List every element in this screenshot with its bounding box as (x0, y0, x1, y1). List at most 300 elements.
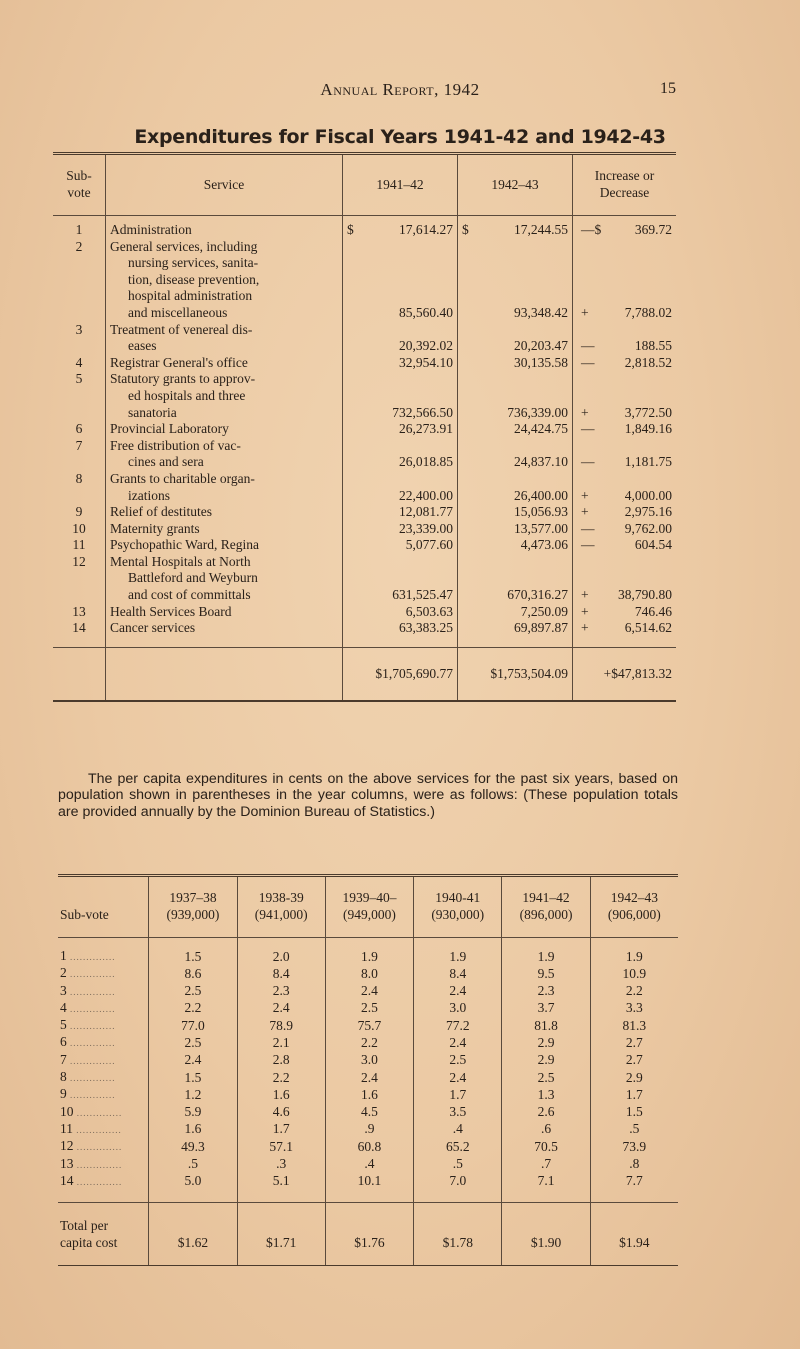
change-sign: + (581, 404, 589, 420)
service-line: Health Services Board (110, 603, 232, 619)
leader-dots: .............. (66, 969, 116, 980)
subvote-number: 11 (60, 1120, 73, 1136)
table-row (58, 965, 678, 982)
amount-1941-42-cell (343, 421, 458, 438)
amount-1941-42: 631,525.47 (392, 587, 453, 603)
per-capita-value: .7 (502, 1156, 590, 1173)
dollar-sign: $ (462, 222, 469, 237)
change-amount: 746.46 (634, 603, 672, 619)
per-capita-value: .5 (414, 1156, 502, 1173)
subvote-cell (58, 1086, 149, 1103)
per-capita-value: 49.3 (149, 1138, 237, 1155)
service-cell (106, 537, 343, 554)
change-sign: — (581, 338, 595, 354)
per-capita-value: 2.9 (502, 1034, 590, 1051)
change-sign: —$ (581, 222, 602, 237)
col-header-change-line1: Increase or (594, 168, 655, 183)
total-1941-42: $1,705,690.77 (343, 647, 458, 700)
amount-1942-43: 15,056.93 (514, 504, 568, 520)
col-header-year (590, 877, 678, 938)
table-row (58, 938, 678, 966)
service-line: Free distribution of vac- (110, 437, 241, 453)
amount-1942-43: 24,424.75 (514, 421, 568, 437)
service-cell (106, 355, 343, 372)
total-per-capita-value: $1.90 (502, 1203, 590, 1266)
service-line: nursing services, sanita- (128, 255, 259, 271)
amount-1941-42: 20,392.02 (399, 338, 453, 354)
amount-1942-43-cell (458, 471, 573, 504)
total-label-cell (58, 1203, 149, 1266)
per-capita-value: 73.9 (590, 1138, 678, 1155)
service-line: Mental Hospitals at North (110, 553, 251, 569)
amount-1941-42: 85,560.40 (399, 304, 453, 320)
change-cell (573, 504, 677, 521)
service-cell (106, 371, 343, 421)
amount-1942-43: 26,400.00 (514, 487, 568, 503)
amount-1941-42: 6,503.63 (405, 603, 453, 619)
table-row (53, 355, 676, 372)
per-capita-value: 8.4 (237, 965, 325, 982)
total-per-capita-value: $1.94 (590, 1203, 678, 1266)
table-row (53, 438, 676, 471)
change-sign: — (581, 537, 595, 553)
per-capita-value: 1.6 (237, 1086, 325, 1103)
population-label: (941,000) (254, 907, 308, 922)
subvote-cell: 1 (75, 222, 83, 237)
per-capita-value: 2.2 (149, 1000, 237, 1017)
service-cell (106, 322, 343, 355)
table-row (53, 504, 676, 521)
per-capita-value: 2.1 (237, 1034, 325, 1051)
per-capita-value: 5.9 (149, 1104, 237, 1121)
change-amount: 38,790.80 (618, 587, 672, 603)
subvote-cell (58, 1138, 149, 1155)
col-header-year (414, 877, 502, 938)
amount-1942-43-cell (458, 355, 573, 372)
per-capita-value: 5.0 (149, 1173, 237, 1203)
table-header-row (53, 155, 676, 216)
population-label: (949,000) (343, 907, 396, 922)
population-label: (906,000) (607, 907, 661, 922)
year-label: 1939–40– (342, 890, 397, 905)
amount-1942-43-cell (458, 421, 573, 438)
amount-1941-42: 32,954.10 (399, 354, 453, 370)
subvote-cell (58, 983, 149, 1000)
amount-1942-43-cell (458, 537, 573, 554)
table-row (53, 620, 676, 647)
change-cell (573, 216, 677, 239)
amount-1941-42: 26,273.91 (399, 421, 453, 437)
per-capita-value: 81.3 (590, 1017, 678, 1034)
population-label: (930,000) (431, 907, 485, 922)
leader-dots: .............. (66, 1055, 116, 1066)
service-line: ed hospitals and three (128, 387, 246, 403)
amount-1942-43: 17,244.55 (514, 222, 568, 237)
subvote-cell: 9 (75, 504, 83, 520)
change-sign: + (581, 304, 589, 320)
per-capita-value: 4.5 (325, 1104, 413, 1121)
change-sign: — (581, 421, 595, 437)
amount-1942-43-cell (458, 521, 573, 538)
table-row (58, 1138, 678, 1155)
per-capita-value: 2.7 (590, 1034, 678, 1051)
per-capita-value: 8.0 (325, 965, 413, 982)
table-row (53, 371, 676, 421)
subvote-cell (58, 1121, 149, 1138)
page-number: 15 (660, 80, 676, 97)
subvote-number: 8 (60, 1069, 67, 1085)
amount-1941-42-cell (343, 521, 458, 538)
per-capita-value: 2.0 (237, 938, 325, 966)
total-change: +$47,813.32 (573, 647, 677, 700)
per-capita-value: 2.4 (237, 1000, 325, 1017)
change-cell (573, 521, 677, 538)
subvote-cell: 2 (75, 238, 83, 254)
per-capita-value: .4 (325, 1156, 413, 1173)
service-cell (106, 216, 343, 239)
subvote-cell: 13 (72, 603, 86, 619)
per-capita-value: 4.6 (237, 1104, 325, 1121)
per-capita-value: .3 (237, 1156, 325, 1173)
per-capita-intro-paragraph (58, 771, 678, 820)
amount-1942-43-cell (458, 620, 573, 647)
per-capita-value: 2.5 (149, 1034, 237, 1051)
total-per-capita-value: $1.78 (414, 1203, 502, 1266)
dollar-sign: $ (347, 222, 354, 237)
subvote-number: 1 (60, 948, 67, 963)
per-capita-value: 1.6 (149, 1121, 237, 1138)
amount-1942-43-cell (458, 504, 573, 521)
service-cell (106, 471, 343, 504)
amount-1941-42-cell (343, 554, 458, 604)
expenditures-table (53, 152, 676, 702)
per-capita-value: 2.4 (325, 983, 413, 1000)
subvote-number: 3 (60, 982, 67, 998)
col-header-change-line2: Decrease (599, 185, 650, 200)
leader-dots: .............. (73, 1124, 122, 1135)
per-capita-value: 10.9 (590, 965, 678, 982)
change-sign: + (581, 587, 589, 603)
per-capita-value: .5 (590, 1121, 678, 1138)
per-capita-value: .9 (325, 1121, 413, 1138)
amount-1942-43-cell (458, 604, 573, 621)
per-capita-value: 2.9 (502, 1052, 590, 1069)
service-line: izations (128, 487, 170, 503)
subvote-cell (58, 1069, 149, 1086)
subvote-cell (58, 1173, 149, 1203)
subvote-number: 7 (60, 1051, 67, 1067)
per-capita-value: 1.5 (149, 1069, 237, 1086)
per-capita-value: 2.4 (414, 983, 502, 1000)
per-capita-value: 3.0 (414, 1000, 502, 1017)
subvote-cell: 11 (72, 537, 86, 553)
service-line: Treatment of venereal dis- (110, 321, 253, 337)
service-line: and miscellaneous (128, 304, 228, 320)
service-cell (106, 521, 343, 538)
per-capita-value: 2.2 (590, 983, 678, 1000)
per-capita-value: 2.4 (325, 1069, 413, 1086)
amount-1941-42-cell (343, 216, 458, 239)
service-cell (106, 554, 343, 604)
per-capita-value: .8 (590, 1156, 678, 1173)
change-cell (573, 620, 677, 647)
service-cell (106, 239, 343, 322)
amount-1942-43: 7,250.09 (520, 603, 568, 619)
col-header-year (325, 877, 413, 938)
per-capita-value: 70.5 (502, 1138, 590, 1155)
col-header-year (237, 877, 325, 938)
change-amount: 2,975.16 (624, 504, 672, 520)
per-capita-value: 1.5 (590, 1104, 678, 1121)
per-capita-value: 3.7 (502, 1000, 590, 1017)
change-cell (573, 438, 677, 471)
change-cell (573, 554, 677, 604)
amount-1941-42-cell (343, 604, 458, 621)
subvote-number: 10 (60, 1103, 74, 1119)
col-header-1942-43: 1942–43 (458, 155, 573, 216)
table-row (53, 322, 676, 355)
col-header-subvote-line2: vote (67, 185, 91, 200)
service-cell (106, 421, 343, 438)
change-cell (573, 239, 677, 322)
service-line: sanatoria (128, 404, 177, 420)
subvote-cell: 6 (75, 421, 83, 437)
per-capita-value: 1.7 (237, 1121, 325, 1138)
service-cell (106, 620, 343, 647)
table-row (53, 239, 676, 322)
subvote-cell: 7 (75, 437, 83, 453)
service-cell (106, 604, 343, 621)
subvote-cell (58, 1017, 149, 1034)
leader-dots: .............. (66, 1038, 116, 1049)
table-row (53, 521, 676, 538)
total-per-capita-value: $1.71 (237, 1203, 325, 1266)
per-capita-value: 1.9 (325, 938, 413, 966)
amount-1942-43: 4,473.06 (520, 537, 568, 553)
year-label: 1942–43 (610, 890, 658, 905)
per-capita-value: 2.5 (149, 983, 237, 1000)
per-capita-value: 78.9 (237, 1017, 325, 1034)
table-row (58, 1104, 678, 1121)
amount-1941-42-cell (343, 438, 458, 471)
page-title: Expenditures for Fiscal Years 1941-42 and 1942-43 (134, 126, 666, 148)
leader-dots: .............. (66, 986, 116, 997)
service-line: Registrar General's office (110, 354, 248, 370)
amount-1941-42-cell (343, 371, 458, 421)
per-capita-value: 75.7 (325, 1017, 413, 1034)
table-row (58, 1156, 678, 1173)
total-per-capita-value: $1.76 (325, 1203, 413, 1266)
col-header-year (502, 877, 590, 938)
col-header-service: Service (106, 155, 343, 216)
per-capita-value: 77.0 (149, 1017, 237, 1034)
subvote-cell: 12 (72, 553, 86, 569)
change-amount: 2,818.52 (624, 354, 672, 370)
table-row (58, 1000, 678, 1017)
per-capita-value: 2.4 (414, 1069, 502, 1086)
col-header-subvote: Sub-vote (58, 877, 149, 938)
amount-1942-43: 69,897.87 (514, 620, 568, 636)
change-sign: — (581, 354, 595, 370)
service-line: Cancer services (110, 620, 196, 636)
per-capita-value: 57.1 (237, 1138, 325, 1155)
per-capita-table (58, 874, 678, 1266)
expenditures-table-body (53, 216, 676, 701)
amount-1942-43-cell (458, 216, 573, 239)
subvote-cell: 3 (75, 321, 83, 337)
per-capita-value: 2.8 (237, 1052, 325, 1069)
amount-1941-42-cell (343, 239, 458, 322)
population-label: (896,000) (519, 907, 573, 922)
per-capita-value: 2.9 (590, 1069, 678, 1086)
total-per-capita-value: $1.62 (149, 1203, 237, 1266)
table-row (58, 1069, 678, 1086)
amount-1942-43-cell (458, 322, 573, 355)
amount-1941-42-cell (343, 322, 458, 355)
population-label: (939,000) (166, 907, 220, 922)
per-capita-value: 2.2 (237, 1069, 325, 1086)
subvote-cell (58, 965, 149, 982)
amount-1941-42-cell (343, 355, 458, 372)
per-capita-value: 65.2 (414, 1138, 502, 1155)
change-amount: 188.55 (634, 338, 672, 354)
amount-1941-42-cell (343, 504, 458, 521)
amount-1942-43: 736,339.00 (507, 404, 568, 420)
subvote-cell: 14 (72, 620, 86, 636)
table-row (53, 471, 676, 504)
subvote-cell (58, 1104, 149, 1121)
amount-1942-43-cell (458, 554, 573, 604)
subvote-number: 14 (60, 1172, 74, 1188)
per-capita-value: 1.6 (325, 1086, 413, 1103)
total-1942-43: $1,753,504.09 (458, 647, 573, 700)
change-amount: 7,788.02 (624, 304, 672, 320)
table-row (53, 554, 676, 604)
change-cell (573, 421, 677, 438)
service-line: Battleford and Weyburn (128, 570, 258, 586)
per-capita-value: 2.3 (237, 983, 325, 1000)
per-capita-value: 7.7 (590, 1173, 678, 1203)
per-capita-value: 3.3 (590, 1000, 678, 1017)
col-header-year (149, 877, 237, 938)
leader-dots: .............. (73, 1176, 123, 1187)
leader-dots: .............. (66, 1090, 116, 1101)
per-capita-value: 1.7 (590, 1086, 678, 1103)
service-line: eases (128, 338, 157, 354)
totals-service-cell (106, 647, 343, 700)
table-row (58, 983, 678, 1000)
leader-dots: .............. (73, 1159, 123, 1170)
service-line: Psychopathic Ward, Regina (110, 537, 260, 553)
per-capita-value: 1.7 (414, 1086, 502, 1103)
table-header-row (58, 877, 678, 938)
change-amount: 1,181.75 (624, 454, 672, 470)
subvote-number: 2 (60, 965, 67, 981)
service-line: hospital administration (128, 288, 253, 304)
service-line: Provincial Laboratory (110, 421, 229, 437)
leader-dots: .............. (73, 1142, 123, 1153)
per-capita-value: 2.3 (502, 983, 590, 1000)
per-capita-value: 7.1 (502, 1173, 590, 1203)
col-header-subvote-line1: Sub- (66, 168, 92, 183)
per-capita-value: 2.4 (149, 1052, 237, 1069)
per-capita-value: 2.5 (325, 1000, 413, 1017)
leader-dots: .............. (66, 1003, 116, 1014)
change-sign: + (581, 620, 589, 636)
per-capita-value: 1.2 (149, 1086, 237, 1103)
amount-1941-42-cell (343, 471, 458, 504)
amount-1941-42-cell (343, 620, 458, 647)
per-capita-value: 2.5 (414, 1052, 502, 1069)
per-capita-value: 2.4 (414, 1034, 502, 1051)
col-header-change (573, 155, 677, 216)
service-line: Statutory grants to approv- (110, 371, 256, 387)
service-line: cines and sera (128, 454, 204, 470)
subvote-cell (58, 1052, 149, 1069)
per-capita-value: 8.6 (149, 965, 237, 982)
amount-1941-42: 5,077.60 (405, 537, 453, 553)
amount-1941-42: 23,339.00 (399, 520, 453, 536)
paragraph-text: The per capita expenditures in cents on the above services for the past six years, based on population shown in parentheses in the year columns, were as follows: (These population totals are provided annually by the Dominion Bureau of Statistics.) (58, 771, 678, 820)
leader-dots: .............. (66, 1021, 116, 1032)
service-line: and cost of committals (128, 587, 251, 603)
year-label: 1940-41 (435, 890, 481, 905)
subvote-number: 6 (60, 1034, 67, 1050)
change-amount: 604.54 (634, 537, 672, 553)
total-label-line1: Total per (60, 1218, 109, 1234)
amount-1942-43: 30,135.58 (514, 354, 568, 370)
per-capita-value: 5.1 (237, 1173, 325, 1203)
amount-1942-43: 24,837.10 (514, 454, 568, 470)
amount-1942-43-cell (458, 438, 573, 471)
change-cell (573, 604, 677, 621)
per-capita-value: 2.6 (502, 1104, 590, 1121)
year-label: 1937–38 (169, 890, 217, 905)
amount-1941-42: 17,614.27 (399, 222, 453, 237)
per-capita-value: 2.5 (502, 1069, 590, 1086)
change-cell (573, 322, 677, 355)
per-capita-value: 77.2 (414, 1017, 502, 1034)
per-capita-value: .6 (502, 1121, 590, 1138)
col-header-subvote (53, 155, 106, 216)
per-capita-value: 7.0 (414, 1173, 502, 1203)
subvote-cell (58, 1156, 149, 1173)
per-capita-value: 1.5 (149, 938, 237, 966)
table-row (53, 421, 676, 438)
table-row (53, 216, 676, 239)
table-row (53, 537, 676, 554)
service-cell (106, 504, 343, 521)
table-row (58, 1034, 678, 1051)
change-amount: 6,514.62 (624, 620, 672, 636)
service-line: Grants to charitable organ- (110, 470, 255, 486)
subvote-cell: 5 (75, 371, 83, 387)
service-line: Maternity grants (110, 520, 200, 536)
amount-1942-43: 670,316.27 (507, 587, 568, 603)
totals-subvote-cell (53, 647, 106, 700)
table-row (58, 1121, 678, 1138)
subvote-cell: 4 (75, 354, 83, 370)
running-head: Annual Report, 1942 (320, 80, 480, 99)
per-capita-value: 1.9 (414, 938, 502, 966)
subvote-cell: 10 (72, 520, 86, 536)
year-label: 1941–42 (522, 890, 570, 905)
total-label-line2: capita cost (60, 1235, 118, 1251)
year-label: 1938-39 (258, 890, 304, 905)
change-amount: 9,762.00 (624, 520, 672, 536)
service-cell (106, 438, 343, 471)
per-capita-value: 2.2 (325, 1034, 413, 1051)
